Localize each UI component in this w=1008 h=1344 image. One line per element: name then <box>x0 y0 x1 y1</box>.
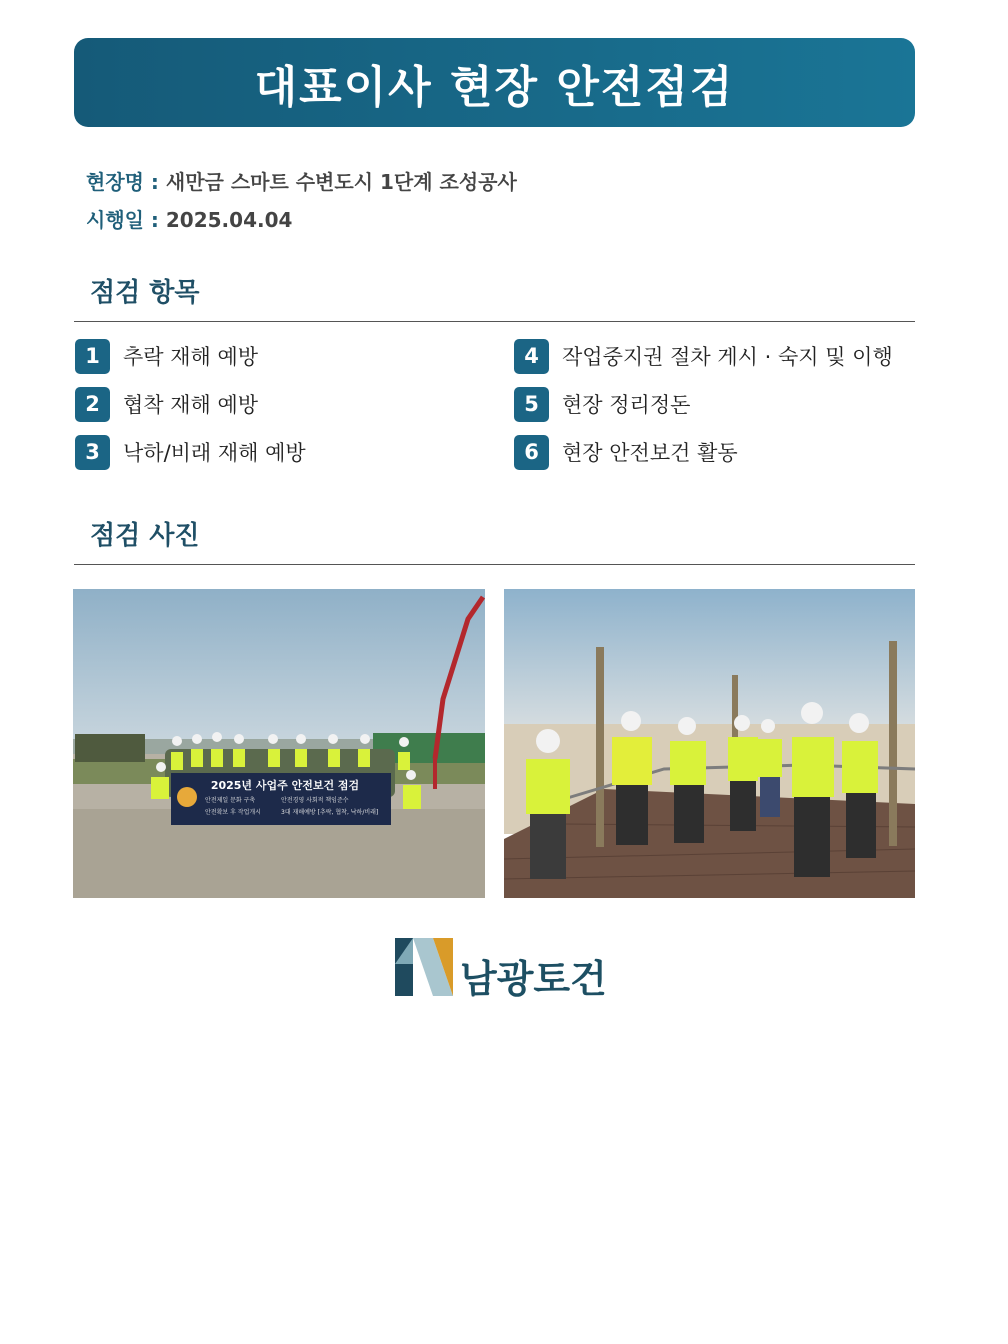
item-number-badge: 2 <box>75 387 110 422</box>
check-item-1 <box>75 338 258 374</box>
site-name-label: 현장명 : <box>86 170 159 194</box>
item-label: 작업중지권 절차 게시 · 숙지 및 이행 <box>562 345 893 369</box>
site-name-line <box>86 166 517 195</box>
photos-heading: 점검 사진 <box>90 521 200 551</box>
page-title: 대표이사 현장 안전점검 <box>254 61 735 113</box>
check-item-2 <box>75 386 258 422</box>
logo-mark-icon <box>393 934 455 998</box>
safety-banner <box>171 773 391 825</box>
item-number-badge: 4 <box>514 339 549 374</box>
banner-line: 안전경영 사회적 책임준수 <box>281 797 349 804</box>
company-logo <box>393 934 623 1000</box>
item-number-badge: 1 <box>75 339 110 374</box>
item-number-badge: 6 <box>514 435 549 470</box>
date-value: 2025.04.04 <box>165 208 293 232</box>
item-number-badge: 3 <box>75 435 110 470</box>
item-label: 낙하/비래 재해 예방 <box>123 441 306 465</box>
item-label: 현장 안전보건 활동 <box>562 441 738 465</box>
check-item-5 <box>514 386 690 422</box>
banner-line: 안전확보 후 작업개시 <box>205 809 261 816</box>
banner-line: 3대 재해예방 [추락, 협착, 낙하/비래] <box>281 809 379 816</box>
check-item-6 <box>514 434 738 470</box>
item-label: 추락 재해 예방 <box>123 345 259 369</box>
title-banner <box>74 38 915 127</box>
checklist-divider <box>74 321 915 322</box>
check-item-3 <box>75 434 306 470</box>
logo-text: 남광토건 <box>460 957 607 1001</box>
group-photo <box>73 589 485 898</box>
banner-title: 2025년 사업주 안전보건 점검 <box>210 779 360 792</box>
checklist-heading: 점검 항목 <box>90 278 200 308</box>
date-line <box>86 204 292 233</box>
banner-line: 안전제일 문화 구축 <box>205 797 256 804</box>
site-name-value: 새만금 스마트 수변도시 1단계 조성공사 <box>165 170 517 194</box>
item-label: 현장 정리정돈 <box>562 393 691 417</box>
deck-photo <box>504 589 915 898</box>
item-label: 협착 재해 예방 <box>123 393 259 417</box>
item-number-badge: 5 <box>514 387 549 422</box>
date-label: 시행일 : <box>86 208 159 232</box>
photos-divider <box>74 564 915 565</box>
check-item-4 <box>514 338 893 374</box>
